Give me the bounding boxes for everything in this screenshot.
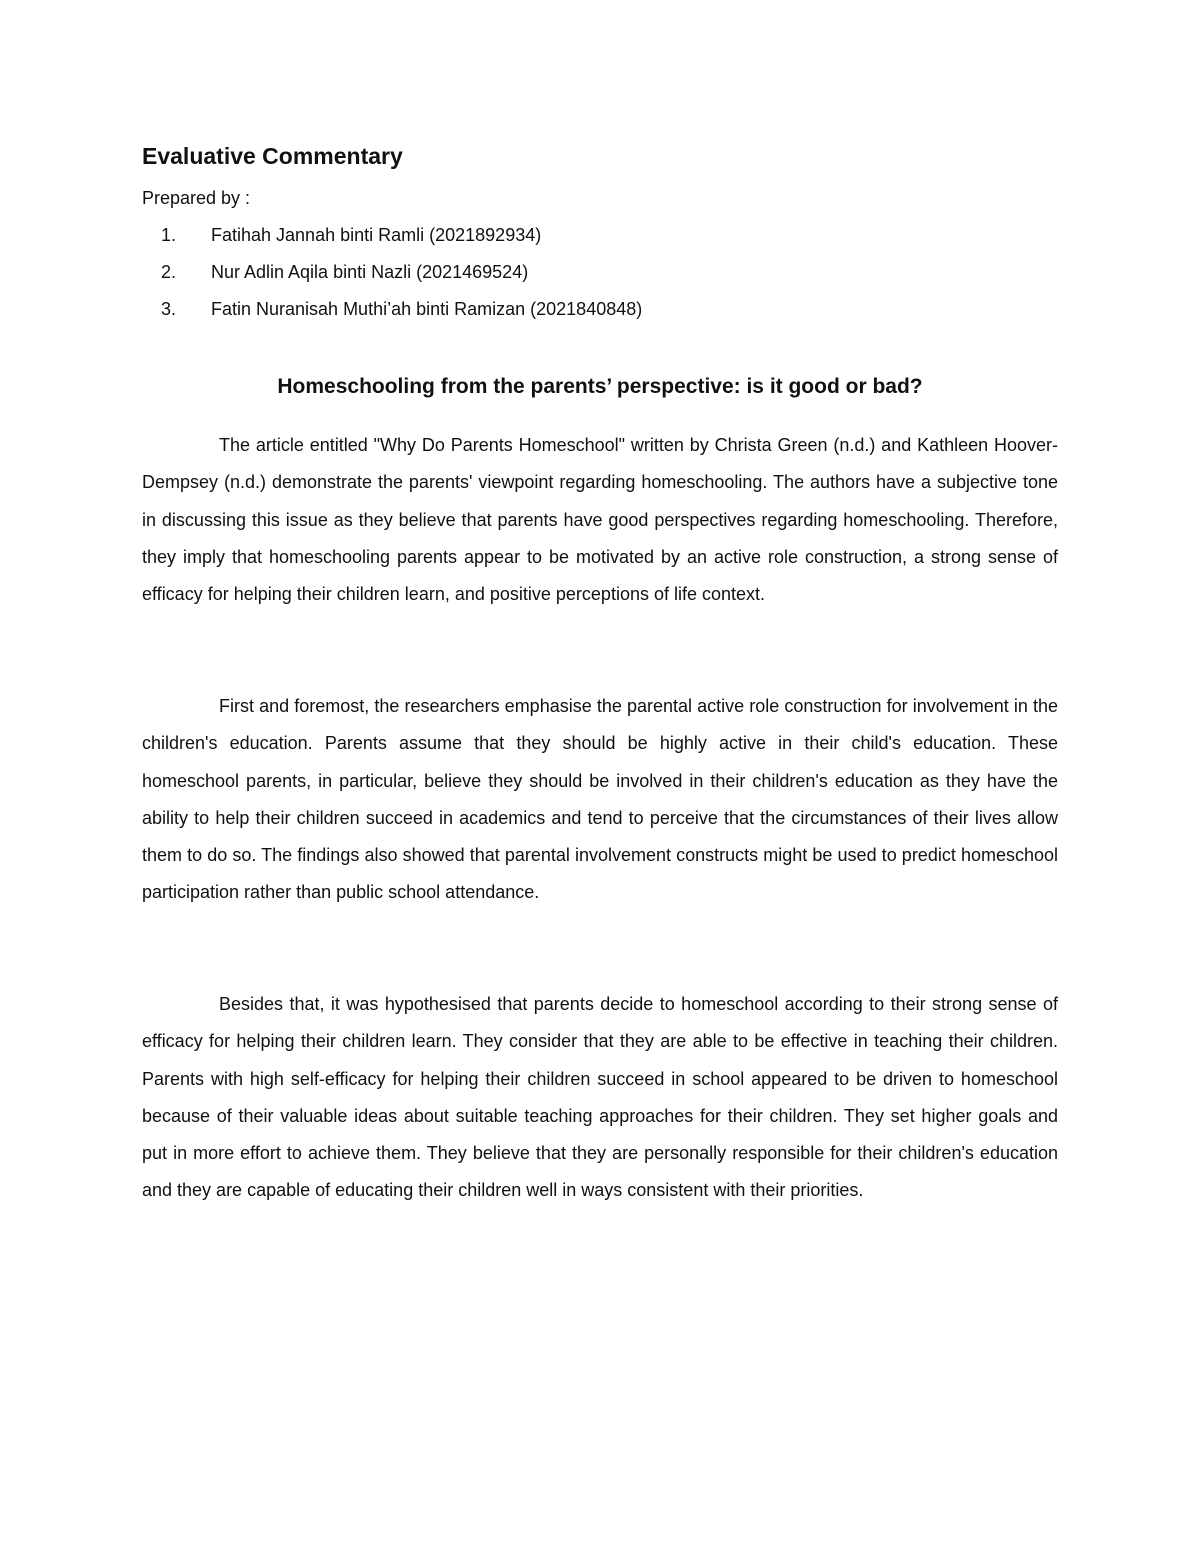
author-item	[142, 222, 642, 259]
author-item	[142, 259, 642, 296]
author-number: 1.	[160, 225, 176, 245]
author-name: Nur Adlin Aqila binti Nazli (2021469524)	[211, 262, 529, 282]
author-item	[142, 296, 642, 333]
author-name: Fatin Nuranisah Muthi’ah binti Ramizan (2021840848)	[211, 299, 643, 319]
author-name: Fatihah Jannah binti Ramli (2021892934)	[211, 225, 542, 245]
document-title: Evaluative Commentary	[142, 143, 403, 169]
author-number: 3.	[160, 299, 176, 319]
body-paragraph-2: First and foremost, the researchers emphasise the parental active role construction for involvement in the children's education. Parents assume that they should be highly active in their child's education. These homeschool parents, in particular, believe they should be involved in their children's education as they have the ability to help their children succeed in academics and tend to perceive that the circumstances of their lives allow them to do so. The findings also showed that parental involvement constructs might be used to predict homeschool participation rather than public school attendance.	[142, 696, 1058, 903]
body-paragraph-1: The article entitled "Why Do Parents Homeschool" written by Christa Green (n.d.) and Kathleen Hoover-Dempsey (n.d.) demonstrate the parents' viewpoint regarding homeschooling. The authors have a subjective tone in discussing this issue as they believe that parents have good perspectives regarding homeschooling. Therefore, they imply that homeschooling parents appear to be motivated by an active role construction, a strong sense of efficacy for helping their children learn, and positive perceptions of life context.	[142, 435, 1058, 605]
prepared-by-label: Prepared by :	[142, 188, 251, 208]
author-list	[142, 222, 642, 333]
body-paragraph-3: Besides that, it was hypothesised that parents decide to homeschool according to their strong sense of efficacy for helping their children learn. They consider that they are able to be effective in teaching their children. Parents with high self-efficacy for helping their children succeed in school appeared to be driven to homeschool because of their valuable ideas about suitable teaching approaches for their children. They set higher goals and put in more effort to achieve them. They believe that they are personally responsible for their children's education and they are capable of educating their children well in ways consistent with their priorities.	[142, 994, 1058, 1201]
essay-title: Homeschooling from the parents’ perspective: is it good or bad?	[277, 375, 923, 398]
author-number: 2.	[160, 262, 176, 282]
